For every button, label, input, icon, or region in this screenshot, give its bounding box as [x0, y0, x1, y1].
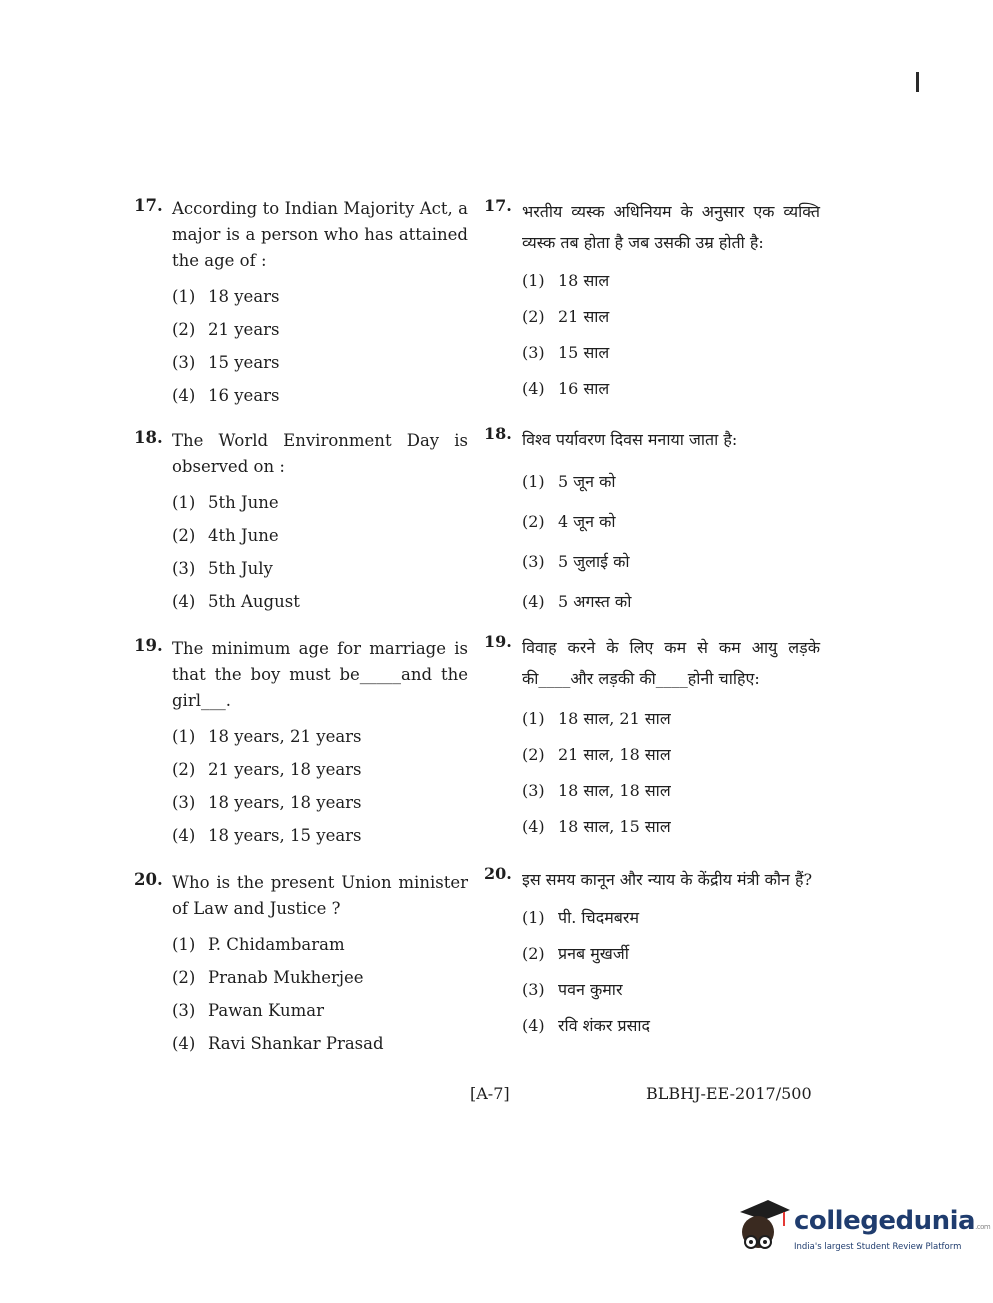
option: (1) 5th June — [172, 493, 279, 512]
option: (2) 21 साल, 18 साल — [522, 744, 671, 764]
question-number: 18. — [484, 424, 512, 443]
collegedunia-logo[interactable] — [734, 1198, 991, 1262]
question-text: भरतीय व्यस्क अधिनियम के अनुसार एक व्यक्ति व्यस्क तब होता है जब उसकी उम्र होती है: — [522, 202, 820, 252]
option: (4) 16 साल — [522, 378, 610, 398]
question-18-en — [134, 428, 468, 618]
option: (4) 5 अगस्त को — [522, 591, 632, 611]
option: (4) Ravi Shankar Prasad — [172, 1034, 384, 1053]
option: (3) 15 साल — [522, 342, 610, 362]
option: (1) 5 जून को — [522, 471, 616, 491]
option: (4) 16 years — [172, 386, 280, 405]
question-text: According to Indian Majority Act, a major is a person who has attained the age of : — [172, 199, 468, 270]
logo-wordmark: collegedunia.com — [794, 1206, 991, 1236]
option: (2) 4 जून को — [522, 511, 616, 531]
question-number: 20. — [484, 864, 512, 883]
option: (2) Pranab Mukherjee — [172, 968, 364, 987]
question-19-hi — [484, 632, 820, 844]
paper-code: BLBHJ-EE-2017/500 — [646, 1084, 812, 1103]
question-text: Who is the present Union minister of Law and Justice ? — [172, 873, 468, 918]
question-number: 19. — [484, 632, 512, 651]
question-20-hi — [484, 864, 820, 1043]
option: (4) 18 years, 15 years — [172, 826, 362, 845]
option: (3) पवन कुमार — [522, 979, 623, 999]
option: (2) 21 years — [172, 320, 280, 339]
question-number: 17. — [134, 196, 163, 215]
question-number: 20. — [134, 870, 163, 889]
option: (3) 5th July — [172, 559, 273, 578]
option: (2) 21 years, 18 years — [172, 760, 362, 779]
option: (1) P. Chidambaram — [172, 935, 345, 954]
logo-tagline: India's largest Student Review Platform — [794, 1242, 962, 1252]
option: (2) प्रनब मुखर्जी — [522, 943, 629, 963]
question-text: The minimum age for marriage is that the boy must be_____and the girl___. — [172, 639, 468, 710]
option: (4) रवि शंकर प्रसाद — [522, 1015, 651, 1035]
question-19-en — [134, 636, 468, 852]
option: (4) 18 साल, 15 साल — [522, 816, 671, 836]
option: (1) 18 years, 21 years — [172, 727, 362, 746]
page-label: [A-7] — [470, 1084, 510, 1103]
option: (1) 18 years — [172, 287, 280, 306]
option: (3) 15 years — [172, 353, 280, 372]
question-number: 18. — [134, 428, 163, 447]
question-17-hi — [484, 196, 820, 406]
question-18-hi — [484, 424, 820, 621]
question-text: विवाह करने के लिए कम से कम आयु लड़के की____और लड़की की____होनी चाहिए: — [522, 638, 820, 688]
option: (3) 5 जुलाई को — [522, 551, 630, 571]
option: (2) 21 साल — [522, 306, 610, 326]
question-text: The World Environment Day is observed on : — [172, 431, 468, 476]
option: (2) 4th June — [172, 526, 279, 545]
option: (3) 18 years, 18 years — [172, 793, 362, 812]
question-number: 17. — [484, 196, 512, 215]
question-text: विश्व पर्यावरण दिवस मनाया जाता है: — [522, 430, 738, 449]
option: (1) 18 साल — [522, 270, 610, 290]
question-text: इस समय कानून और न्याय के केंद्रीय मंत्री कौन हैं? — [522, 870, 813, 889]
option: (1) 18 साल, 21 साल — [522, 708, 671, 728]
mascot-icon — [734, 1198, 792, 1262]
question-number: 19. — [134, 636, 163, 655]
option: (3) 18 साल, 18 साल — [522, 780, 671, 800]
page-edge-mark — [916, 72, 919, 92]
option: (4) 5th August — [172, 592, 300, 611]
question-20-en — [134, 870, 468, 1060]
question-17-en — [134, 196, 468, 412]
option: (1) पी. चिदमबरम — [522, 907, 640, 927]
option: (3) Pawan Kumar — [172, 1001, 324, 1020]
